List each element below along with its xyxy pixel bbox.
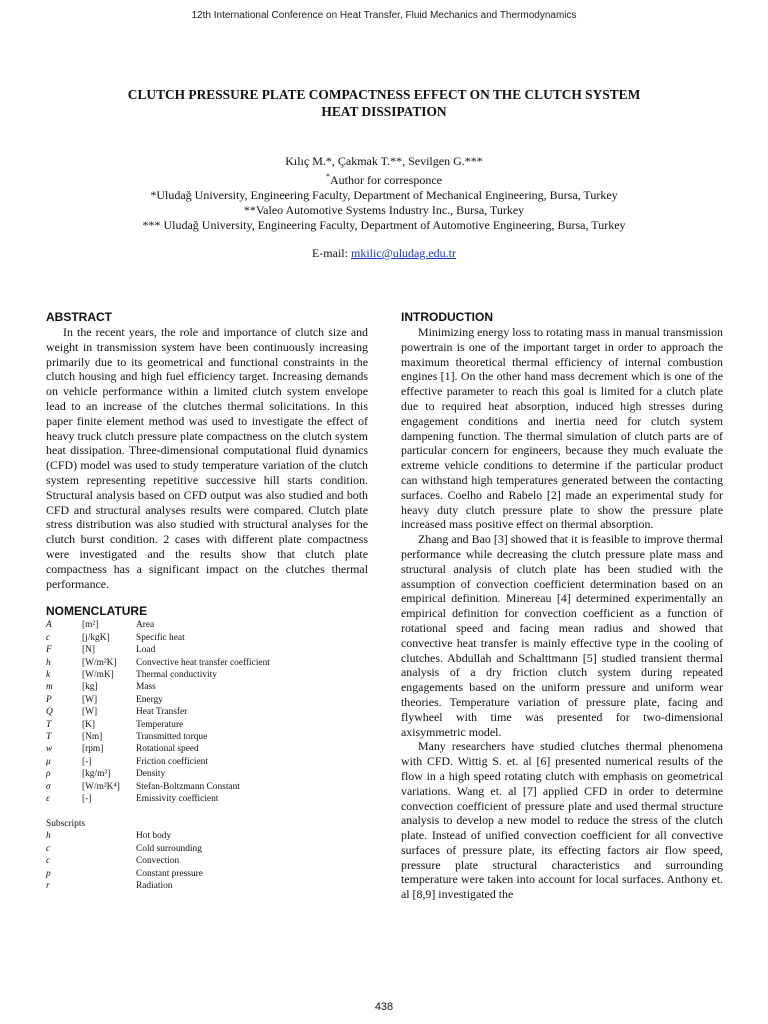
table-row (46, 843, 203, 855)
nom-unit: [-] (82, 756, 92, 767)
nom-desc: Transmitted torque (136, 732, 208, 742)
nomenclature-heading: NOMENCLATURE (46, 604, 148, 619)
title-line-1: CLUTCH PRESSURE PLATE COMPACTNESS EFFECT ON THE CLUTCH SYSTEM (127, 87, 641, 102)
nom-unit: [W/m²K] (82, 657, 117, 668)
nom-desc: Stefan-Boltzmann Constant (136, 781, 240, 792)
nom-unit: [K] (82, 719, 96, 730)
table-row (46, 855, 203, 867)
nom-unit: [m²] (82, 620, 99, 631)
subscript-symbol: c (46, 856, 51, 867)
subscript-desc: Hot body (136, 831, 172, 842)
table-row (46, 694, 270, 706)
table-row (46, 719, 270, 731)
author-block (0, 154, 768, 233)
intro-paragraph-3: Many researchers have studied clutches thermal phenomena with CFD. Wittig S. et. al [6] presented numerical results of the flow in a high speed rotating clutch with emphasis on geometrical variations. Wang et. al [7] applied CFD in order to determine convection coefficient of pressure plate and used thermal structure analysis to develop a new model to reduce the stress of the clutch plate. Instead of unified convection coefficient for all convective surfaces of pressure plate, its effecting factors air flow speed, pressure plate structural characteristics and surrounding temperature were taken into account for local surfaces. Anthony et. al [8,9] investigated the (401, 739, 723, 902)
nom-unit: [N] (82, 645, 96, 656)
author-list: Kılıç M.*, Çakmak T.**, Sevilgen G.*** (285, 154, 483, 168)
email-link[interactable]: mkilic@uludag.edu.tr (350, 246, 457, 260)
table-row (46, 619, 270, 631)
page-number: 438 (374, 1001, 394, 1013)
nom-symbol: μ (46, 756, 51, 767)
nom-unit: [-] (82, 794, 92, 805)
nom-symbol: h (46, 657, 51, 668)
nom-desc: Specific heat (136, 632, 185, 643)
nom-desc: Density (136, 769, 166, 780)
subscript-symbol: r (46, 881, 50, 892)
nom-symbol: A (46, 620, 52, 631)
table-row (46, 657, 270, 669)
affiliation-3: *** Uludağ University, Engineering Faculty, Department of Automotive Engineering, Bursa, Turkey (142, 218, 626, 232)
nom-symbol: k (46, 669, 51, 680)
nom-symbol: P (46, 694, 52, 705)
nom-unit: [rpm] (82, 744, 104, 755)
conference-header: 12th International Conference on Heat Transfer, Fluid Mechanics and Thermodynamics (191, 10, 577, 21)
subscripts-heading: Subscripts (46, 819, 86, 830)
nom-desc: Energy (136, 694, 163, 705)
nom-unit: [W] (82, 707, 98, 718)
nom-desc: Temperature (136, 719, 184, 730)
nom-unit: [j/kgK] (82, 632, 110, 643)
nom-desc: Friction coefficient (136, 756, 208, 767)
table-row (46, 880, 203, 892)
nom-unit: [W/mK] (82, 669, 114, 680)
nom-symbol: ρ (46, 769, 51, 780)
subscript-desc: Cold surrounding (136, 843, 202, 854)
subscripts-table (46, 830, 203, 892)
nom-unit: [kg/m³] (82, 769, 111, 780)
email-label: E-mail: (311, 246, 351, 260)
table-row (46, 681, 270, 693)
nom-unit: [W] (82, 694, 98, 705)
subscript-symbol: c (46, 843, 51, 854)
nom-symbol: T (46, 719, 52, 730)
table-row (46, 768, 270, 780)
nom-desc: Convective heat transfer coefficient (136, 657, 270, 668)
table-row (46, 644, 270, 656)
nom-desc: Load (136, 645, 156, 656)
subscript-desc: Constant pressure (136, 868, 203, 879)
table-row (46, 781, 270, 793)
nom-symbol: Q (46, 707, 53, 718)
subscript-desc: Convection (136, 856, 180, 867)
nom-symbol: ε (46, 794, 50, 805)
nom-desc: Rotational speed (136, 744, 199, 755)
table-row (46, 743, 270, 755)
abstract-heading: ABSTRACT (46, 310, 112, 324)
table-row (46, 793, 270, 805)
right-column (401, 310, 723, 902)
table-row (46, 830, 203, 842)
introduction-heading: INTRODUCTION (401, 310, 493, 324)
intro-paragraph-1: Minimizing energy loss to rotating mass in manual transmission powertrain is one of the important target in order to approach the maximum theoretical thermal efficiency of internal combustion engines [1]. On the other hand mass decrement which is one of the effective parameter to reach this goal is limited for a clutch plate due to required heat absorption, induced high stresses during engagement conditions and inertia need for clutch system dampening function. The thermal simulation of clutch parts are of particular concern for engineers, because they much evaluate the extreme vehicle conditions to determine if the particular product can withstand high temperatures generated between the contacting surfaces. Coelho and Rabelo [2] made an experimental study for heavy duty clutch pressure plate to show the pressure plate increased mass positive effect on thermal absorption. (401, 325, 723, 532)
nom-desc: Thermal conductivity (136, 669, 217, 680)
corresponding-mark: * (326, 172, 331, 181)
table-row (46, 669, 270, 681)
nom-unit: [Nm] (82, 732, 103, 742)
nom-desc: Mass (136, 682, 156, 693)
title-line-2: HEAT DISSIPATION (321, 104, 447, 119)
nom-symbol: F (46, 645, 52, 656)
corresponding-note (0, 169, 768, 188)
nom-symbol: σ (46, 781, 51, 792)
affiliation-1: *Uludağ University, Engineering Faculty, Department of Mechanical Engineering, Bursa, Turkey (150, 188, 618, 202)
intro-paragraph-2: Zhang and Bao [3] showed that it is feasible to improve thermal performance while decreasing the clutch pressure plate mass and structural analysis of clutch plate has been studied with the assumption of convection coefficient determination based on an empirical definition. Minereau [4] determined experimentally an empirical definition for convection coefficient as a function of rotational speed and facing mean radius and showed that convective heat transfer is mainly effective type in the cooling of clutches. Abdullah and Schalttmann [5] studied transient thermal analysis of a dry friction clutch system during repeated engagements based on the uniform pressure and uniform wear theories. Temperature variation of pressure plate, facing and flywheel with time was presented for two-dimensional axisymmetric model. (401, 532, 723, 739)
affiliation-2: **Valeo Automotive Systems Industry Inc., Bursa, Turkey (243, 203, 525, 217)
table-row (46, 756, 270, 768)
paper-title (60, 86, 708, 120)
nom-unit: [kg] (82, 682, 98, 693)
table-row (46, 731, 270, 743)
subscript-desc: Radiation (136, 881, 173, 892)
email-line (0, 246, 768, 261)
abstract-text: In the recent years, the role and importance of clutch size and weight in transmission system have been continuously increasing primarily due to its geometrical and functional constraints in the clutch housing and high fuel efficiency target. Increasing demands on vehicle performance within a limited clutch system envelope lead to an increase of the clutches thermal solicitations. In this paper finite element method was used to investigate the effect of heavy truck clutch pressure plate compactness on the clutch system heat dissipation. Three-dimensional computational fluid dynamics (CFD) model was used to study temperature variation of the clutch system representing repetitive successive hill starts condition. Structural analysis based on CFD output was also studied and both CFD and structural analyses results were compared. Clutch plate stress distribution was also studied with structural analyses for the clutch burst condition. 2 cases with different plate compactness were investigated and the results show that clutch plate compactness has a significant impact on the clutches thermal performance. (46, 325, 368, 591)
nom-symbol: T (46, 732, 52, 742)
nom-symbol: m (46, 682, 53, 693)
subscript-symbol: h (46, 831, 51, 842)
corresponding-note-text: Author for corresponce (330, 173, 442, 187)
subscript-symbol: p (46, 868, 51, 879)
nom-desc: Area (136, 620, 155, 631)
nom-symbol: c (46, 632, 51, 643)
nomenclature-table (46, 619, 270, 805)
nom-symbol: w (46, 744, 53, 755)
table-row (46, 706, 270, 718)
left-column (46, 310, 368, 892)
nom-desc: Heat Transfer (136, 707, 188, 718)
table-row (46, 632, 270, 644)
table-row (46, 868, 203, 880)
nom-unit: [W/m²K⁴] (82, 781, 120, 792)
nom-desc: Emissivity coefficient (136, 794, 219, 805)
